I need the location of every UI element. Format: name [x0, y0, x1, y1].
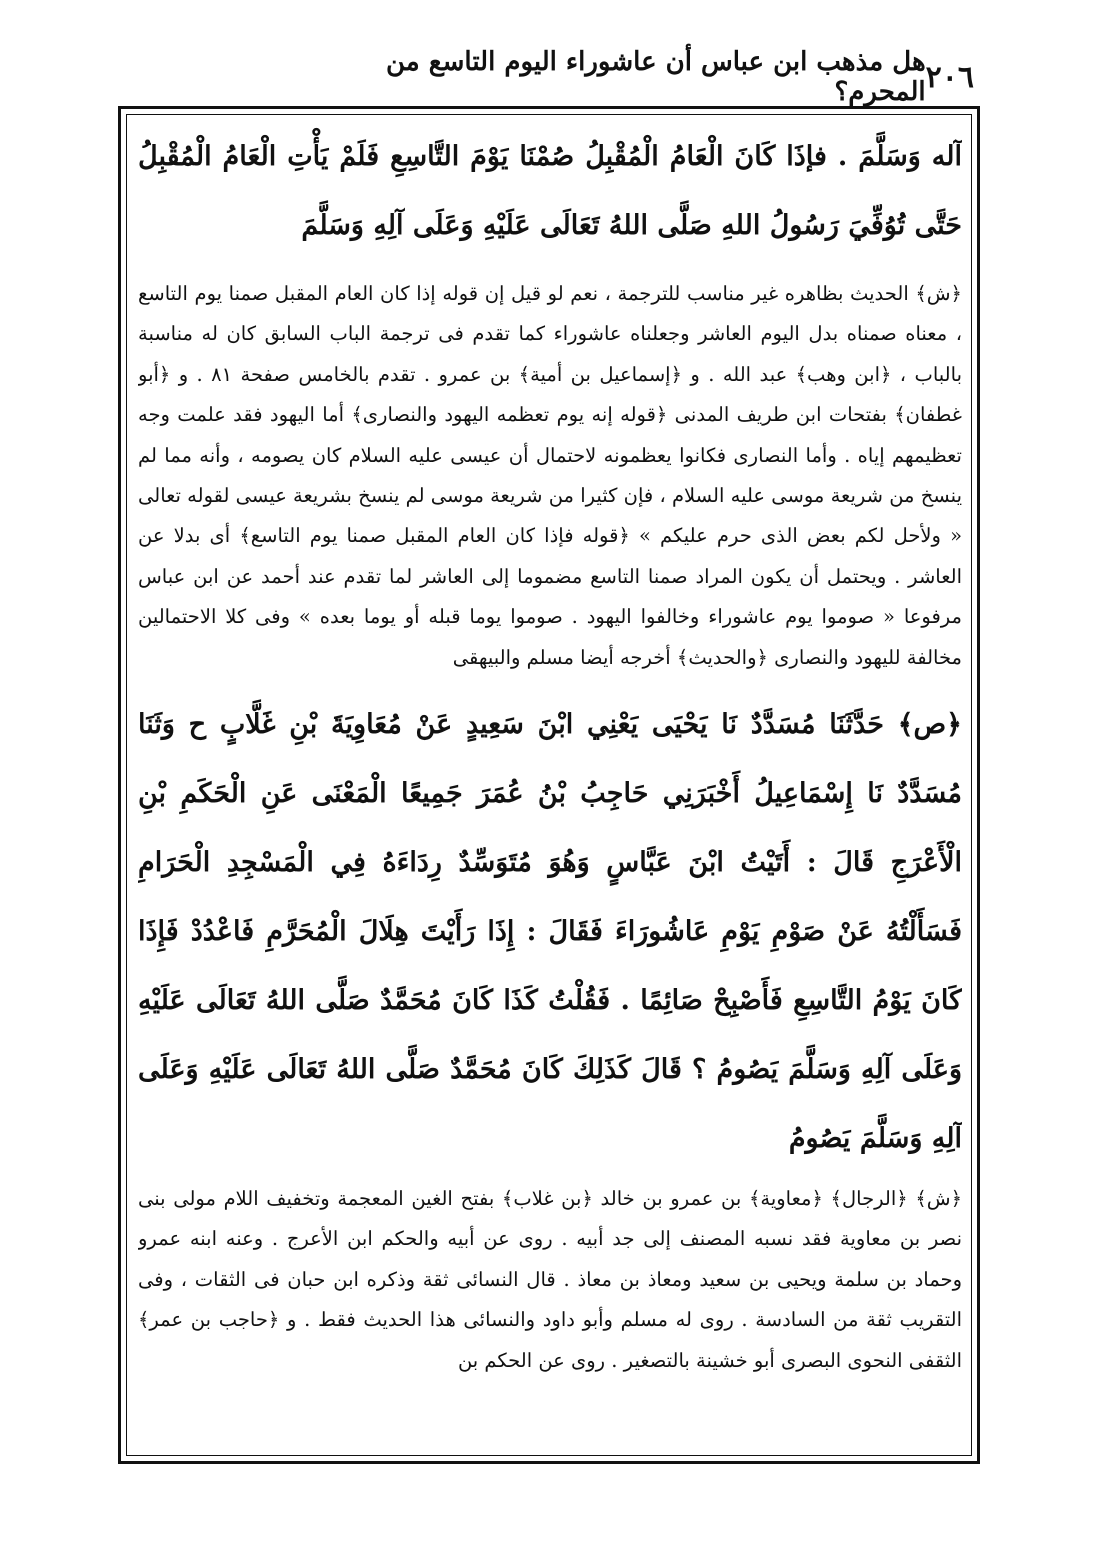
hadith-text-2: ﴿ص﴾ حَدَّثَنَا مُسَدَّدٌ نَا يَحْيَى يَعْنِي ابْنَ سَعِيدٍ عَنْ مُعَاوِيَةَ بْنِ غَلَّابٍ ح وَثَنَا مُسَدَّدٌ نَا إِسْمَاعِيلُ أَخْبَرَنِي حَاجِبُ بْنُ عُمَرَ جَمِيعًا الْمَعْنَى عَنِ الْحَكَمِ بْنِ الْأَعْرَجِ قَالَ : أَتَيْتُ ابْنَ عَبَّاسٍ وَهُوَ مُتَوَسِّدٌ رِدَاءَهُ فِي الْمَسْجِدِ الْحَرَامِ فَسَأَلْتُهُ عَنْ صَوْمِ يَوْمِ عَاشُورَاءَ فَقَالَ : إِذَا رَأَيْتَ هِلَالَ الْمُحَرَّمِ فَاعْدُدْ فَإِذَا كَانَ يَوْمُ التَّاسِعِ فَأَصْبِحْ صَائِمًا . فَقُلْتُ كَذَا كَانَ مُحَمَّدٌ صَلَّى اللهُ تَعَالَى عَلَيْهِ وَعَلَى آلِهِ وَسَلَّمَ يَصُومُ ؟ قَالَ كَذَلِكَ كَانَ مُحَمَّدٌ صَلَّى اللهُ تَعَالَى عَلَيْهِ وَعَلَى آلِهِ وَسَلَّمَ يَصُومُ	[138, 709, 962, 1155]
running-title: هل مذهب ابن عباس أن عاشوراء اليوم التاسع من المحرم؟	[386, 47, 926, 107]
page-number: ٢٠٦	[925, 59, 974, 95]
page-header	[128, 47, 974, 107]
page-content	[138, 118, 962, 1448]
hadith-text-1: آله وَسَلَّمَ . فإذَا كَانَ الْعَامُ الْمُقْبِلُ صُمْنَا يَوْمَ التَّاسِعِ فَلَمْ يَأْتِ الْعَامُ الْمُقْبِلُ حَتَّى تُوُفِّيَ رَسُولُ اللهِ صَلَّى اللهُ تَعَالَى عَلَيْهِ وَعَلَى آلِهِ وَسَلَّمَ	[138, 141, 962, 241]
commentary-text-1: ﴿ش﴾ الحديث بظاهره غير مناسب للترجمة ، نعم لو قيل إن قوله إذا كان العام المقبل صمنا يوم التاسع ، معناه صمناه بدل اليوم العاشر وجعلناه عاشوراء كما تقدم فى ترجمة الباب السابق كان له مناسبة بالباب ، ﴿ابن وهب﴾ عبد الله . و ﴿إسماعيل بن أمية﴾ بن عمرو . تقدم بالخامس صفحة ٨١ . و ﴿أبو غطفان﴾ بفتحات ابن طريف المدنى ﴿قوله إنه يوم تعظمه اليهود والنصارى﴾ أما اليهود فقد علمت وجه تعظيمهم إياه . وأما النصارى فكانوا يعظمونه لاحتمال أن عيسى عليه السلام كان يصومه ، وأنه مما لم ينسخ من شريعة موسى عليه السلام ، فإن كثيرا من شريعة موسى لم ينسخ بشريعة عيسى لقوله تعالى « ولأحل لكم بعض الذى حرم عليكم » ﴿قوله فإذا كان العام المقبل صمنا يوم التاسع﴾ أى بدلا عن العاشر . ويحتمل أن يكون المراد صمنا التاسع مضموما إلى العاشر لما تقدم عند أحمد عن ابن عباس مرفوعا « صوموا يوم عاشوراء وخالفوا اليهود . صوموا يوما قبله أو يوما بعده » وفى كلا الاحتمالين مخالفة لليهود والنصارى ﴿والحديث﴾ أخرجه أيضا مسلم والبيهقى	[138, 282, 962, 669]
commentary-text-2: ﴿ش﴾ ﴿الرجال﴾ ﴿معاوية﴾ بن عمرو بن خالد ﴿بن غلاب﴾ بفتح الغين المعجمة وتخفيف اللام مولى بنى نصر بن معاوية فقد نسبه المصنف إلى جد أبيه . روى عن أبيه والحكم ابن الأعرج . وعنه ابنه عمرو وحماد بن سلمة ويحيى بن سعيد ومعاذ بن معاذ . قال النسائى ثقة وذكره ابن حبان فى الثقات ، وفى التقريب ثقة من السادسة . روى له مسلم وأبو داود والنسائى هذا الحديث فقط . و ﴿حاجب بن عمر﴾ الثقفى النحوى البصرى أبو خشينة بالتصغير . روى عن الحكم بن	[138, 1187, 962, 1372]
